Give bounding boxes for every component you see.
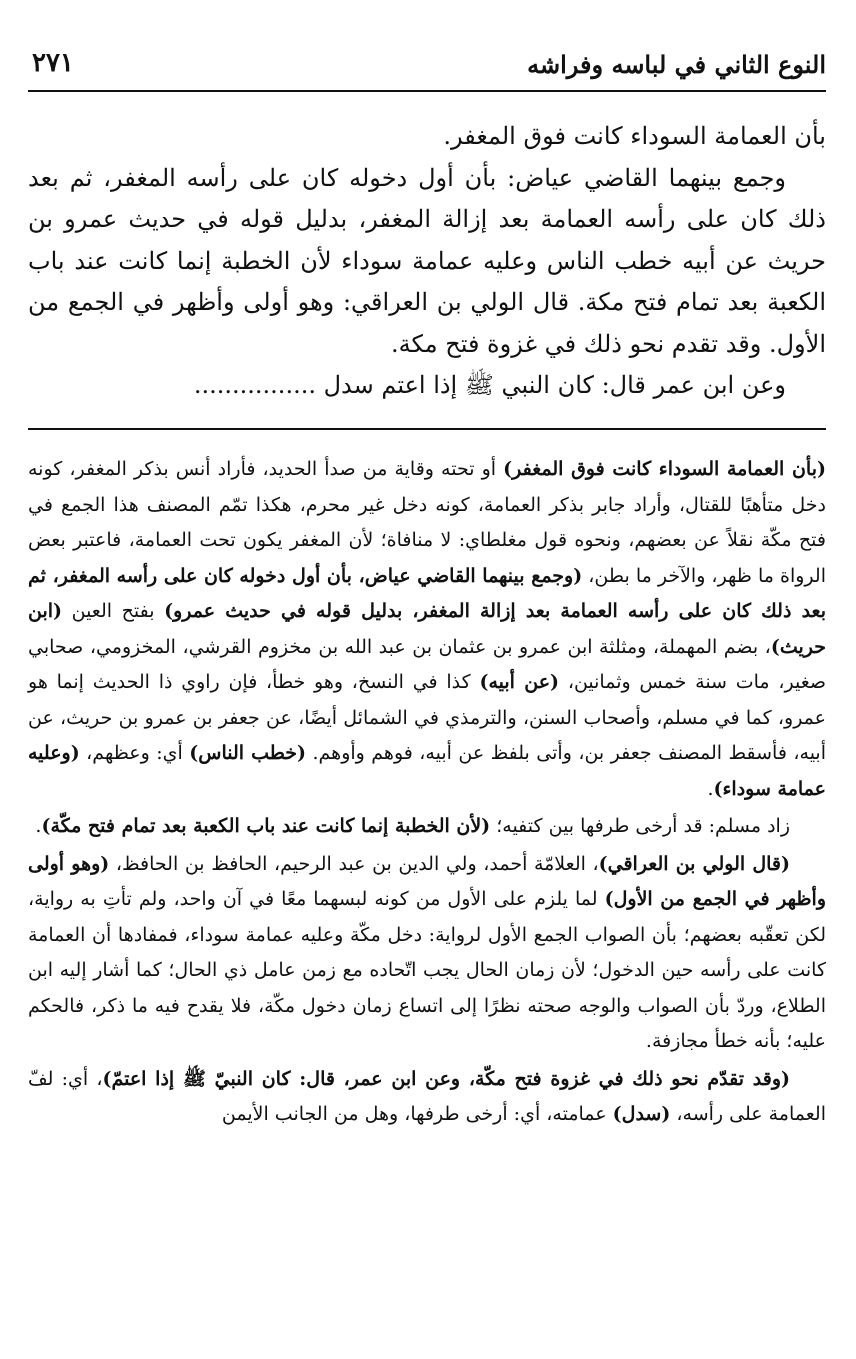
commentary-text: عمامته، أي: أرخى طرفها، وهل من الجانب الأيمن xyxy=(221,1103,613,1125)
main-text-line: وعن ابن عمر قال: كان النبي ﷺ إذا اعتم سدل xyxy=(323,371,786,399)
commentary xyxy=(28,452,826,1135)
commentary-text: زاد مسلم: قد أرخى طرفها بين كتفيه؛ xyxy=(490,815,790,837)
main-text-paragraph: بأن العمامة السوداء كانت فوق المغفر. xyxy=(443,122,826,150)
footnote-divider xyxy=(28,428,826,430)
quoted-text: (وقد تقدّم نحو ذلك في غزوة فتح مكّة، وعن ابن عمر، قال: كان النبيّ ﷺ إذا اعتمّ) xyxy=(102,1067,790,1090)
quoted-text: (وعليه عمامة سوداء) xyxy=(28,742,826,800)
commentary-text: كذا في النسخ، وهو خطأ، فإن راوي ذا الحديث إنما هو عمرو، كما في مسلم، وأصحاب السنن، والترمذي في الشمائل أيضًا، عن جعفر بن عمرو بن حريث، عن أبيه، فأسقط المصنف جعفر بن، وأتى بلفظ عن أبيه، فوهم وأوهم. xyxy=(28,671,826,764)
quoted-text: (لأن الخطبة إنما كانت عند باب الكعبة بعد تمام فتح مكّة) xyxy=(41,815,491,837)
page-number: ٢٧١ xyxy=(32,48,74,78)
commentary-paragraph xyxy=(28,1062,826,1133)
running-title: النوع الثاني في لباسه وفراشه xyxy=(527,50,826,79)
continuation-dots: ................ xyxy=(193,371,316,399)
quoted-text: (سدل) xyxy=(612,1103,671,1125)
main-text xyxy=(28,116,826,407)
commentary-text: لما يلزم على الأول من كونه لبسهما معًا في آن واحد، ولم تأتِ به رواية، لكن تعقّبه بعضهم؛ بأن الصواب الجمع الأول لرواية: دخل مكّة وعليه عمامة سوداء، فمفادها أن العمامة كانت على رأسه حين الدخول؛ لأن زمان الحال يجب اتّحاده مع زمن عامل ذي الحال؛ كما أشار إليه ابن الطلاع، وردّ بأن الصواب والوجه صحته نظرًا إلى اتساع زمان دخول مكّة، فلا يقدح فيه ما ذكر، فالحكم عليه؛ بأنه خطأ مجازفة. xyxy=(28,888,826,1052)
main-text-paragraph: وجمع بينهما القاضي عياض: بأن أول دخوله كان على رأسه المغفر، ثم بعد ذلك كان على رأسه العمامة بعد إزالة المغفر، بدليل قوله في حديث عمرو بن حريث عن أبيه خطب الناس وعليه عمامة سوداء لأن الخطبة إنما كانت عند باب الكعبة بعد تمام فتح مكة. قال الولي بن العراقي: وهو أولى وأظهر في الجمع من الأول. وقد تقدم نحو ذلك في غزوة فتح مكة. xyxy=(28,163,826,358)
quoted-text: (خطب الناس) xyxy=(189,742,307,764)
commentary-text: بفتح العين xyxy=(62,600,165,622)
commentary-text: أي: وعظهم، xyxy=(79,742,190,764)
page-header xyxy=(28,46,826,92)
quoted-text: (وهو أولى وأظهر في الجمع من الأول) xyxy=(28,852,826,910)
commentary-text: . xyxy=(35,815,42,837)
quoted-text: (وجمع بينهما القاضي عياض، بأن أول دخوله كان على رأسه المغفر، ثم بعد ذلك كان على رأسه العمامة بعد إزالة المغفر، بدليل قوله في حديث عمرو) xyxy=(28,564,827,622)
commentary-text: ، بضم المهملة، ومثلثة ابن عمرو بن عثمان بن عبد الله بن مخزوم القرشي، المخزومي، صحابي صغير، مات سنة خمس وثمانين، xyxy=(28,635,826,693)
commentary-text: . xyxy=(707,777,714,800)
commentary-text: ، أي: لفّ العمامة على رأسه، xyxy=(28,1067,826,1125)
quoted-text: (ابن حريث) xyxy=(28,600,826,658)
commentary-paragraph xyxy=(28,809,826,845)
quoted-text: (عن أبيه) xyxy=(479,671,560,693)
main-text-paragraph xyxy=(28,365,826,407)
commentary-paragraph xyxy=(28,452,826,807)
quoted-text: (قال الولي بن العراقي) xyxy=(598,852,790,875)
quoted-text: (بأن العمامة السوداء كانت فوق المغفر) xyxy=(503,458,826,480)
commentary-paragraph xyxy=(28,847,826,1060)
commentary-text: أو تحته وقاية من صدأ الحديد، فأراد أنس بذكر المغفر، كونه دخل متأهبًا للقتال، وأراد جابر بذكر العمامة، كونه دخل غير محرم، هكذا تمّم المصنف هذا الجمع في فتح مكّة نقلاً عن بعضهم، ونحوه قول مغلطاي: لا منافاة؛ لأن المغفر يكون تحت العمامة، فاعتبر بعض الرواة ما ظهر، والآخر ما بطن، xyxy=(28,458,826,587)
commentary-text: ، العلامّة أحمد، ولي الدين بن عبد الرحيم، الحافظ بن الحافظ، xyxy=(109,852,599,875)
